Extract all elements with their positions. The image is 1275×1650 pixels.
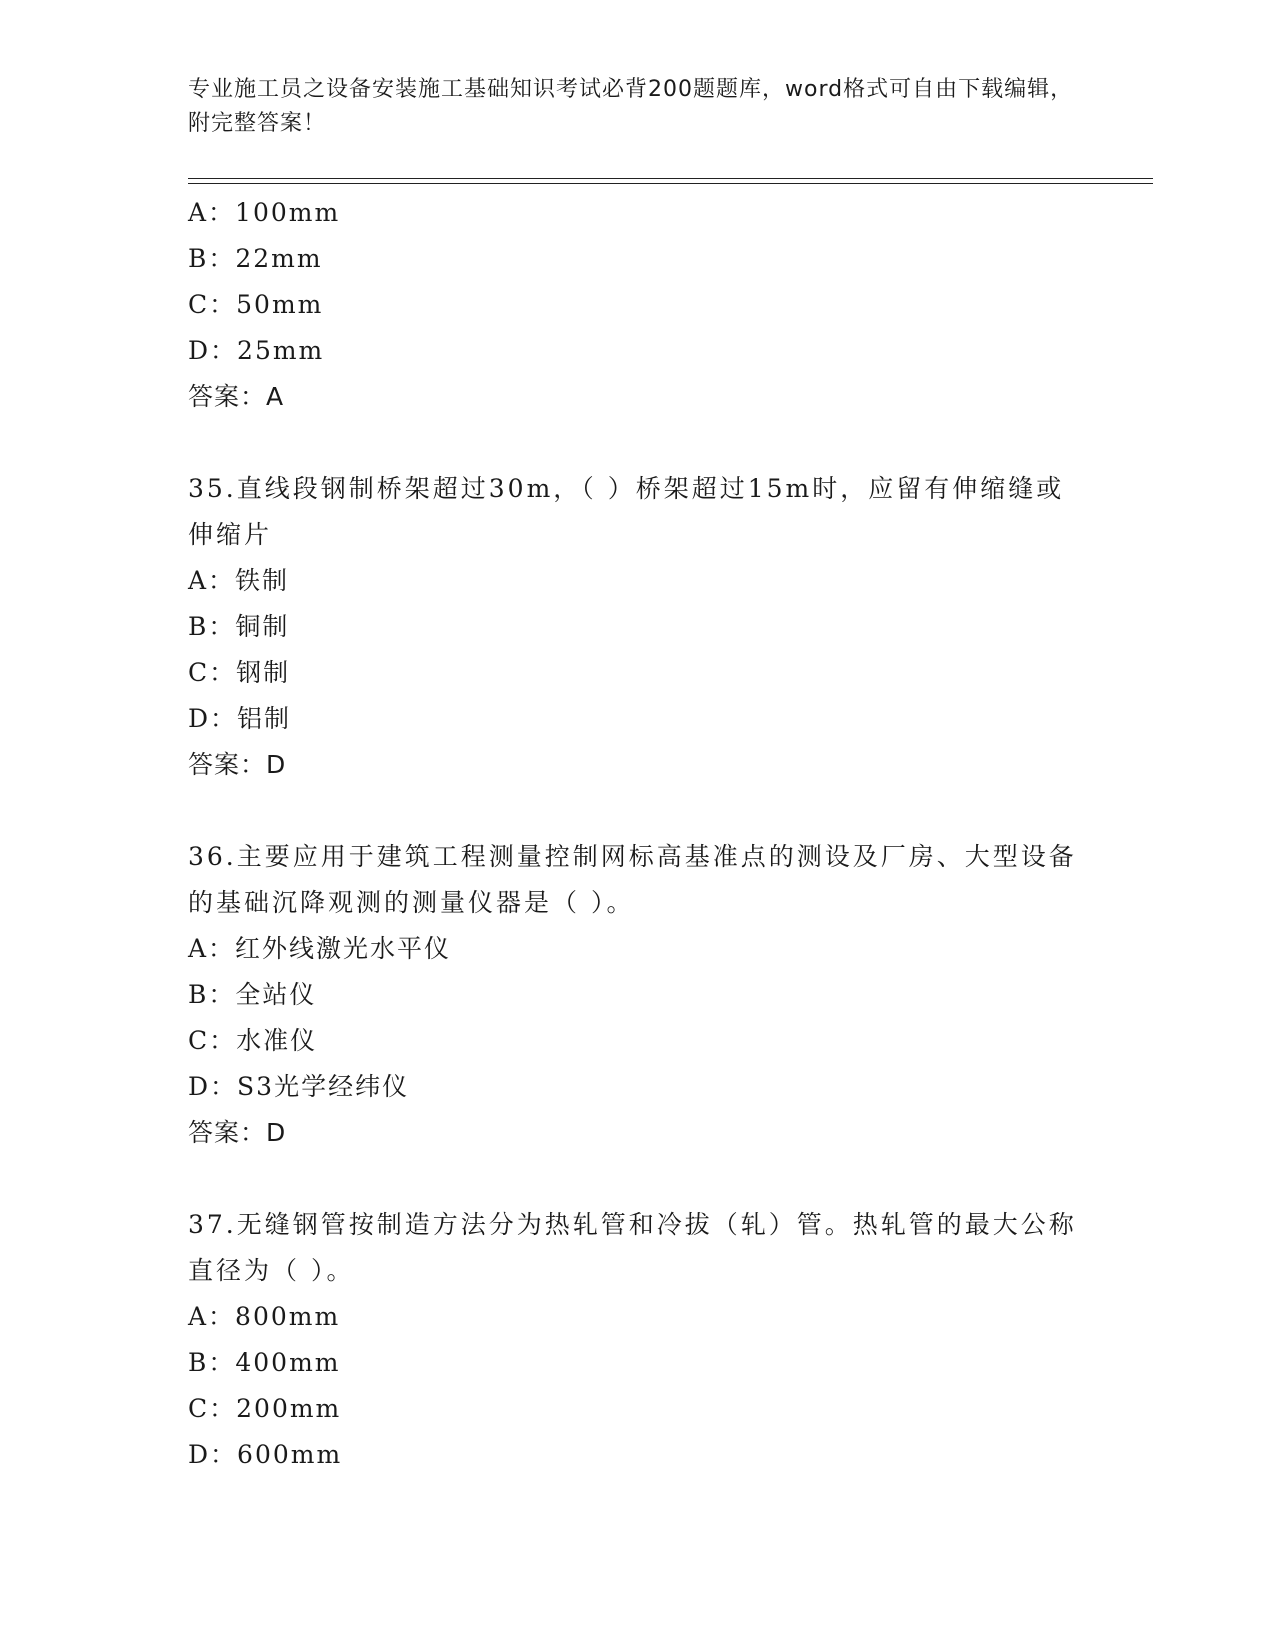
option-c: C：水准仪: [188, 1026, 318, 1055]
answer-line: 答案：D: [188, 750, 287, 779]
header-divider-top: [188, 178, 1153, 179]
option-a: A：100mm: [188, 198, 341, 227]
question-text: 37.无缝钢管按制造方法分为热轧管和冷拔（轧）管。热轧管的最大公称直径为（ ）。: [188, 1210, 1077, 1285]
question-text: 36.主要应用于建筑工程测量控制网标高基准点的测设及厂房、大型设备的基础沉降观测的测量仪器是（ ）。: [188, 842, 1077, 917]
question-block-36: [188, 834, 1088, 1156]
option-d: D：S3光学经纬仪: [188, 1072, 410, 1101]
option-d: D：600mm: [188, 1440, 343, 1469]
option-b: B：400mm: [188, 1348, 341, 1377]
spacer: [188, 420, 1088, 466]
spacer: [188, 1156, 1088, 1202]
question-text: 35.直线段钢制桥架超过30m，（ ）桥架超过15m时，应留有伸缩缝或伸缩片: [188, 474, 1065, 549]
option-d: D：25mm: [188, 336, 325, 365]
answer-line: 答案：D: [188, 1118, 287, 1147]
question-block-34: [188, 190, 1088, 420]
option-a: A：红外线激光水平仪: [188, 934, 452, 963]
option-b: B：铜制: [188, 612, 290, 641]
document-body: [188, 190, 1088, 1478]
option-b: B：全站仪: [188, 980, 317, 1009]
option-d: D：铝制: [188, 704, 292, 733]
question-block-37: [188, 1202, 1088, 1478]
answer-line: 答案：A: [188, 382, 285, 411]
document-header: 专业施工员之设备安装施工基础知识考试必背200题题库，word格式可自由下载编辑，附完整答案！: [188, 77, 1074, 136]
option-c: C：200mm: [188, 1394, 342, 1423]
option-b: B：22mm: [188, 244, 323, 273]
option-c: C：钢制: [188, 658, 291, 687]
option-a: A：铁制: [188, 566, 290, 595]
option-c: C：50mm: [188, 290, 324, 319]
option-a: A：800mm: [188, 1302, 341, 1331]
spacer: [188, 788, 1088, 834]
question-block-35: [188, 466, 1088, 788]
header-divider-bottom: [188, 183, 1153, 184]
